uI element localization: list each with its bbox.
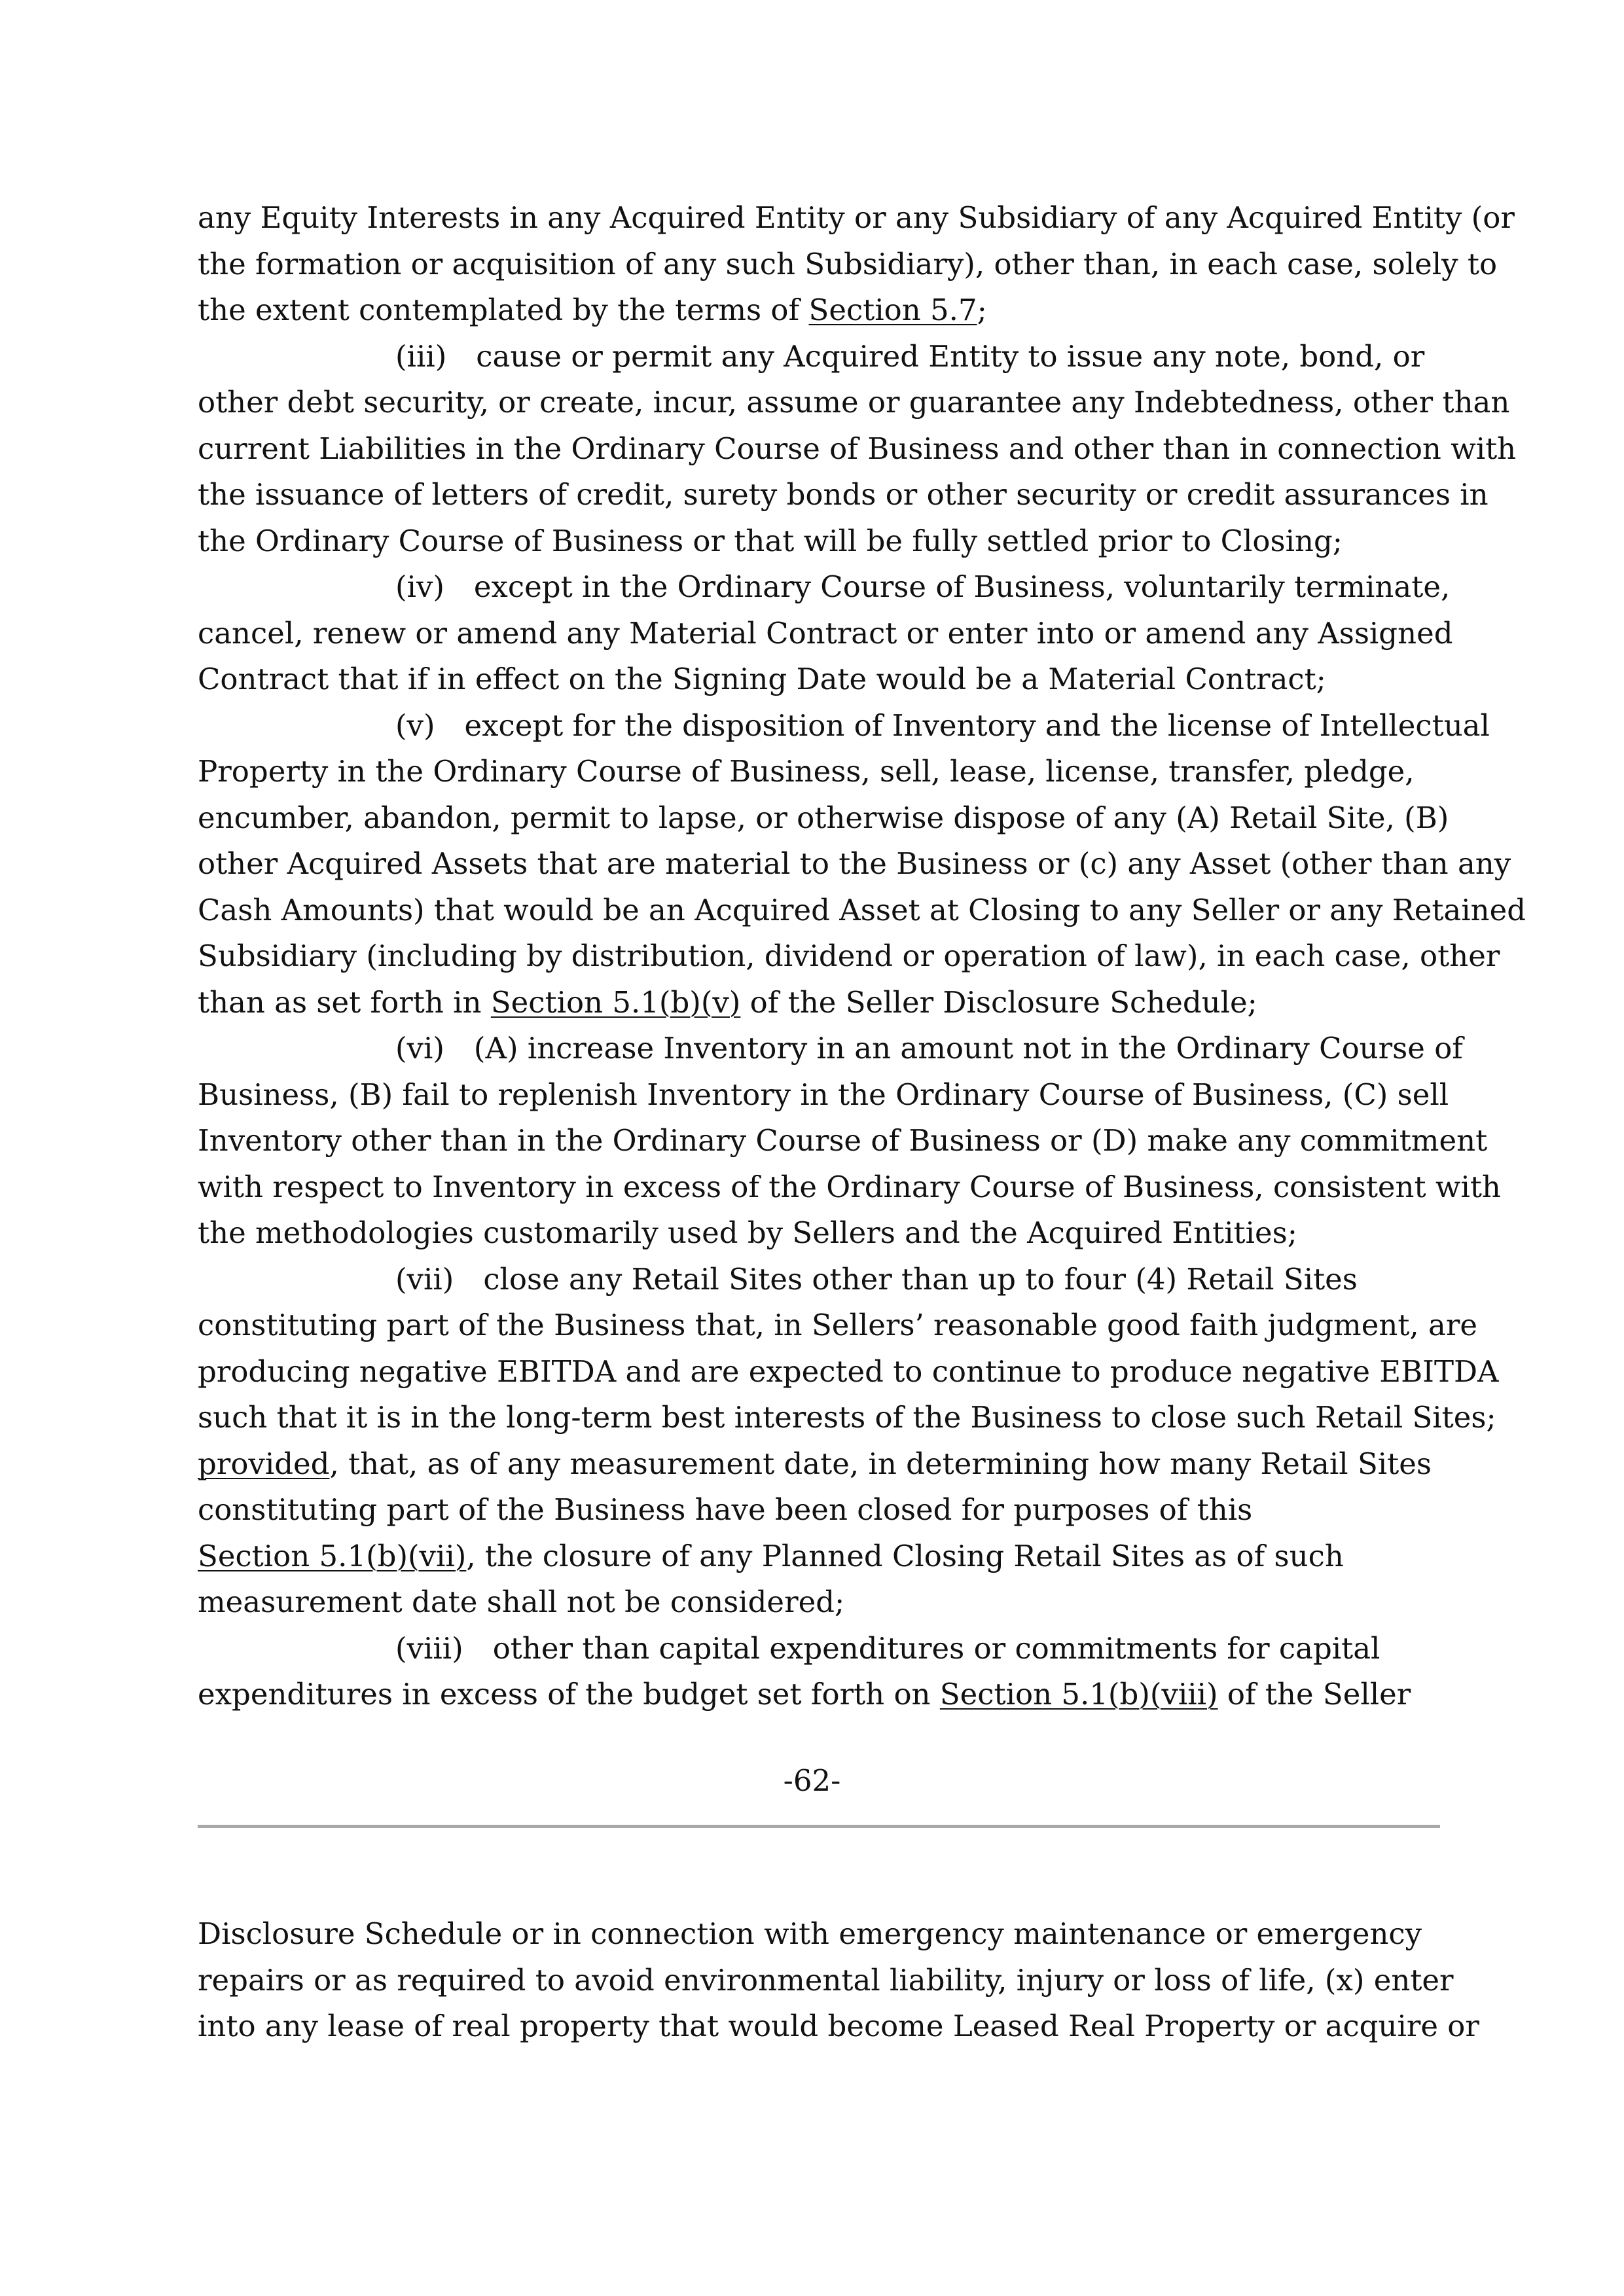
text-line: [198, 1911, 1441, 1958]
underlined-reference: Section 5.7: [808, 293, 977, 327]
text-segment: constituting part of the Business that, in Sellers’ reasonable good faith judgment, are: [198, 1308, 1477, 1342]
text-line: [198, 1487, 1441, 1534]
text-segment: encumber, abandon, permit to lapse, or otherwise dispose of any (A) Retail Site, (B): [198, 800, 1449, 835]
text-segment: (iii) cause or permit any Acquired Entity to issue any note, bond, or: [395, 338, 1425, 374]
text-line: [198, 841, 1511, 888]
text-segment: the issuance of letters of credit, surety bonds or other security or credit assurances in: [198, 477, 1489, 512]
text-segment: (viii) other than capital expenditures or commitments for capital: [395, 1630, 1380, 1666]
text-line: [198, 656, 1441, 703]
underlined-reference: provided: [198, 1446, 330, 1481]
text-segment: (vii) close any Retail Sites other than up to four (4) Retail Sites: [395, 1261, 1358, 1297]
text-segment: than as set forth in: [198, 984, 491, 1020]
page-divider: [198, 1825, 1440, 1828]
text-line: [198, 1072, 1449, 1119]
text-segment: Business, (B) fail to replenish Inventory in the Ordinary Course of Business, (C) sell: [198, 1077, 1449, 1112]
text-segment: Inventory other than in the Ordinary Course of Business or (D) make any commitment: [198, 1123, 1488, 1158]
text-line: [198, 1349, 1499, 1395]
text-segment: Property in the Ordinary Course of Business, sell, lease, license, transfer, pledge,: [198, 754, 1415, 789]
text-line: [198, 1302, 1477, 1349]
page-body-top: [198, 195, 1526, 1718]
text-segment: of the Seller Disclosure Schedule;: [740, 984, 1257, 1020]
text-line: [198, 980, 1441, 1026]
text-line: [198, 933, 1500, 980]
text-segment: ;: [977, 293, 987, 327]
page-number: -62-: [783, 1763, 841, 1798]
text-line: [198, 1118, 1488, 1164]
text-line: [198, 795, 1449, 842]
text-segment: Disclosure Schedule or in connection with emergency maintenance or emergency: [198, 1916, 1422, 1951]
text-line: [198, 703, 1490, 749]
text-line: [198, 242, 1498, 288]
text-segment: into any lease of real property that would become Leased Real Property or acquire or: [198, 2009, 1479, 2043]
text-segment: the extent contemplated by the terms of: [198, 293, 809, 327]
text-segment: the Ordinary Course of Business or that will be fully settled prior to Closing;: [198, 523, 1343, 558]
text-segment: producing negative EBITDA and are expected to continue to produce negative EBITDA: [198, 1354, 1499, 1389]
text-segment: current Liabilities in the Ordinary Course of Business and other than in connection with: [198, 431, 1517, 466]
text-line: [198, 426, 1517, 473]
text-line: [198, 2003, 1479, 2050]
text-line: [198, 564, 1451, 611]
text-segment: such that it is in the long-term best interests of the Business to close such Retail Sites;: [198, 1400, 1496, 1435]
text-segment: the methodologies customarily used by Sellers and the Acquired Entities;: [198, 1215, 1297, 1250]
text-line: [198, 195, 1515, 242]
text-segment: Subsidiary (including by distribution, dividend or operation of law), in each case, other: [198, 939, 1500, 973]
text-line: [198, 888, 1526, 934]
text-segment: Cash Amounts) that would be an Acquired Asset at Closing to any Seller or any Retained: [198, 892, 1526, 927]
text-line: [198, 380, 1510, 426]
text-segment: measurement date shall not be considered;: [198, 1585, 845, 1619]
text-segment: other Acquired Assets that are material to the Business or (c) any Asset (other than any: [198, 846, 1511, 881]
text-line: [198, 1626, 1441, 1672]
text-line: [198, 1395, 1496, 1441]
text-line: [198, 1164, 1501, 1211]
text-segment: (vi) (A) increase Inventory in an amount not in the Ordinary Course of: [395, 1031, 1463, 1066]
text-segment: , that, as of any measurement date, in determining how many Retail Sites: [329, 1446, 1432, 1481]
text-line: [198, 1958, 1454, 2004]
text-segment: expenditures in excess of the budget set forth on: [198, 1677, 940, 1712]
underlined-reference: Section 5.1(b)(vii): [198, 1538, 467, 1573]
text-line: [198, 1210, 1441, 1257]
text-line: [198, 1441, 1441, 1488]
text-line: [198, 472, 1489, 518]
text-line: [198, 1026, 1463, 1072]
text-line: [198, 611, 1453, 657]
text-line: [198, 749, 1441, 795]
text-line: [198, 1672, 1441, 1718]
text-segment: repairs or as required to avoid environmental liability, injury or loss of life, (x) enter: [198, 1962, 1454, 1998]
text-segment: the formation or acquisition of any such Subsidiary), other than, in each case, solely to: [198, 246, 1498, 281]
text-segment: other debt security, or create, incur, assume or guarantee any Indebtedness, other than: [198, 385, 1510, 420]
text-segment: , the closure of any Planned Closing Retail Sites as of such: [466, 1538, 1344, 1573]
text-line: [198, 334, 1441, 380]
text-line: [198, 1257, 1441, 1303]
text-segment: Contract that if in effect on the Signing Date would be a Material Contract;: [198, 662, 1326, 696]
text-segment: any Equity Interests in any Acquired Entity or any Subsidiary of any Acquired Entity (or: [198, 200, 1515, 235]
text-segment: with respect to Inventory in excess of the Ordinary Course of Business, consistent with: [198, 1169, 1501, 1204]
text-line: [198, 1579, 1441, 1626]
text-segment: (iv) except in the Ordinary Course of Business, voluntarily terminate,: [395, 569, 1451, 604]
text-segment: (v) except for the disposition of Inventory and the license of Intellectual: [395, 708, 1490, 743]
page-body-bottom: [198, 1911, 1479, 2050]
underlined-reference: Section 5.1(b)(viii): [939, 1677, 1218, 1712]
text-line: [198, 1534, 1441, 1580]
text-segment: cancel, renew or amend any Material Contract or enter into or amend any Assigned: [198, 615, 1453, 651]
text-segment: constituting part of the Business have been closed for purposes of this: [198, 1492, 1253, 1527]
text-line: [198, 518, 1441, 565]
underlined-reference: Section 5.1(b)(v): [490, 984, 741, 1020]
text-segment: of the Seller: [1218, 1677, 1411, 1712]
text-line: [198, 287, 1441, 334]
